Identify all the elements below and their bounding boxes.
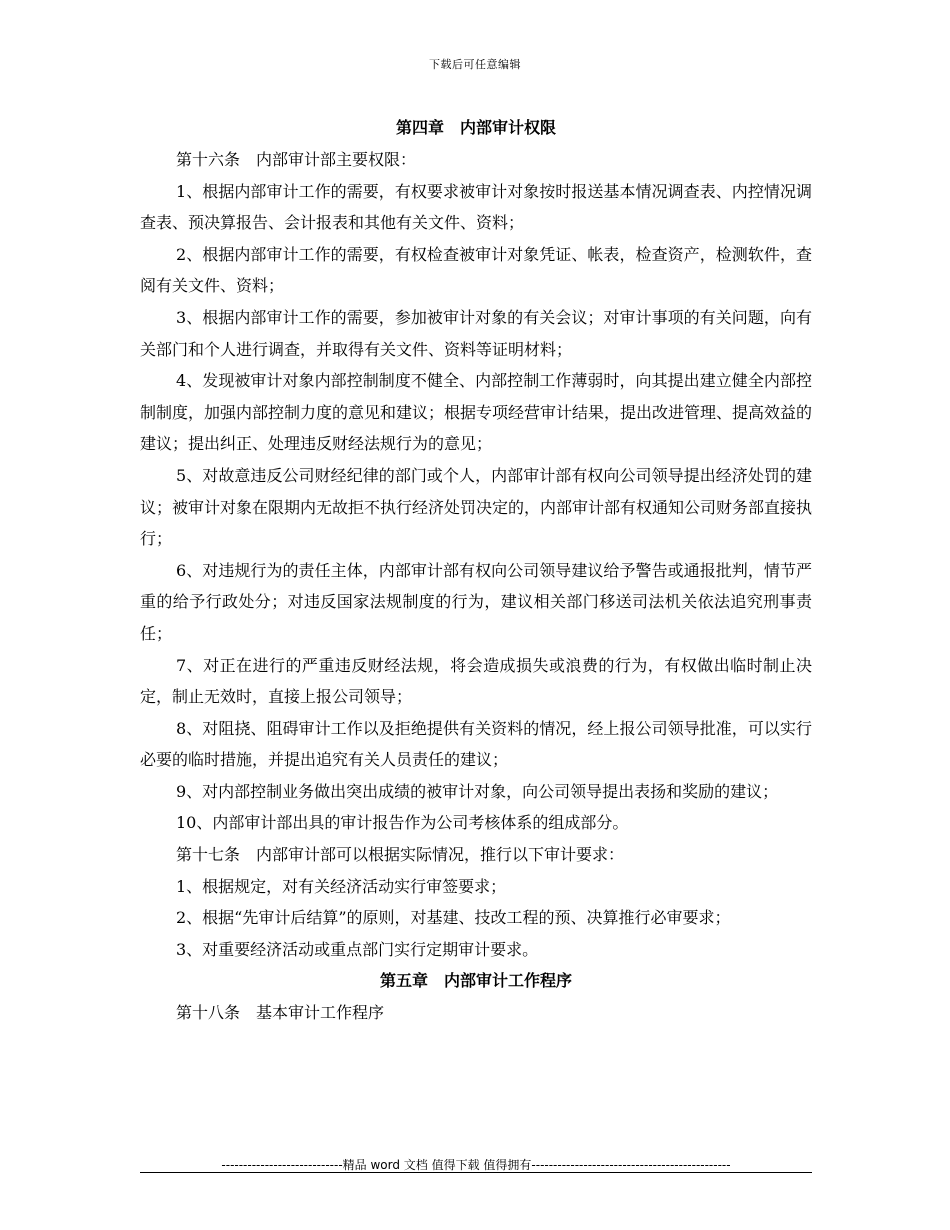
- article-16-item-5: 5、对故意违反公司财经纪律的部门或个人，内部审计部有权向公司领导提出经济处罚的建议；被审计对象在限期内无故拒不执行经济处罚决定的，内部审计部有权通知公司财务部直接执行；: [140, 465, 813, 549]
- chapter-4-title: 第四章 内部审计权限: [395, 118, 556, 137]
- article-16-item-2: 2、根据内部审计工作的需要，有权检查被审计对象凭证、帐表，检查资产，检测软件，查阅有关文件、资料；: [140, 244, 812, 296]
- article-16-item-8: 8、对阻挠、阻碍审计工作以及拒绝提供有关资料的情况，经上报公司领导批准，可以实行必要的临时措施，并提出追究有关人员责任的建议；: [140, 718, 812, 770]
- article-16-item-4: 4、发现被审计对象内部控制制度不健全、内部控制工作薄弱时，向其提出建立健全内部控制制度，加强内部控制力度的意见和建议；根据专项经营审计结果，提出改进管理、提高效益的建议；提出纠正、处理违反财经法规行为的意见；: [140, 371, 813, 454]
- article-16-item-9: 9、对内部控制业务做出突出成绩的被审计对象，向公司领导提出表扬和奖励的建议；: [176, 781, 779, 801]
- article-16-item-10: 10、内部审计部出具的审计报告作为公司考核体系的组成部分。: [176, 813, 629, 833]
- article-17-item-1: 1、根据规定，对有关经济活动实行审签要求；: [176, 876, 507, 896]
- document-body: [140, 112, 812, 1029]
- page-footer-text: ----------------------------精品 word 文档 值得下载 值得拥有----------------------------------------------: [221, 1158, 731, 1172]
- article-17: 第十七条 内部审计部可以根据实际情况，推行以下审计要求：: [176, 845, 625, 865]
- footer-rule: [140, 1172, 812, 1173]
- article-16-item-1: 1、根据内部审计工作的需要，有权要求被审计对象按时报送基本情况调查表、内控情况调查表、预决算报告、会计报表和其他有关文件、资料；: [140, 181, 812, 233]
- article-16-item-6: 6、对违规行为的责任主体，内部审计部有权向公司领导建议给予警告或通报批判，情节严重的给予行政处分；对违反国家法规制度的行为，建议相关部门移送司法机关依法追究刑事责任；: [140, 560, 812, 643]
- article-17-item-3: 3、对重要经济活动或重点部门实行定期审计要求。: [176, 939, 539, 959]
- article-16-item-3: 3、根据内部审计工作的需要，参加被审计对象的有关会议；对审计事项的有关问题，向有关部门和个人进行调查，并取得有关文件、资料等证明材料；: [140, 307, 812, 359]
- article-18: 第十八条 基本审计工作程序: [176, 1003, 385, 1023]
- chapter-5-title: 第五章 内部审计工作程序: [379, 971, 572, 991]
- article-16: 第十六条 内部审计部主要权限：: [176, 150, 417, 169]
- article-16-item-7: 7、对正在进行的严重违反财经法规，将会造成损失或浪费的行为，有权做出临时制止决定，制止无效时，直接上报公司领导；: [140, 655, 812, 707]
- article-17-item-2: 2、根据“先审计后结算”的原则，对基建、技改工程的预、决算推行必审要求；: [176, 908, 731, 928]
- page-header-note: 下载后可任意编辑: [429, 58, 521, 71]
